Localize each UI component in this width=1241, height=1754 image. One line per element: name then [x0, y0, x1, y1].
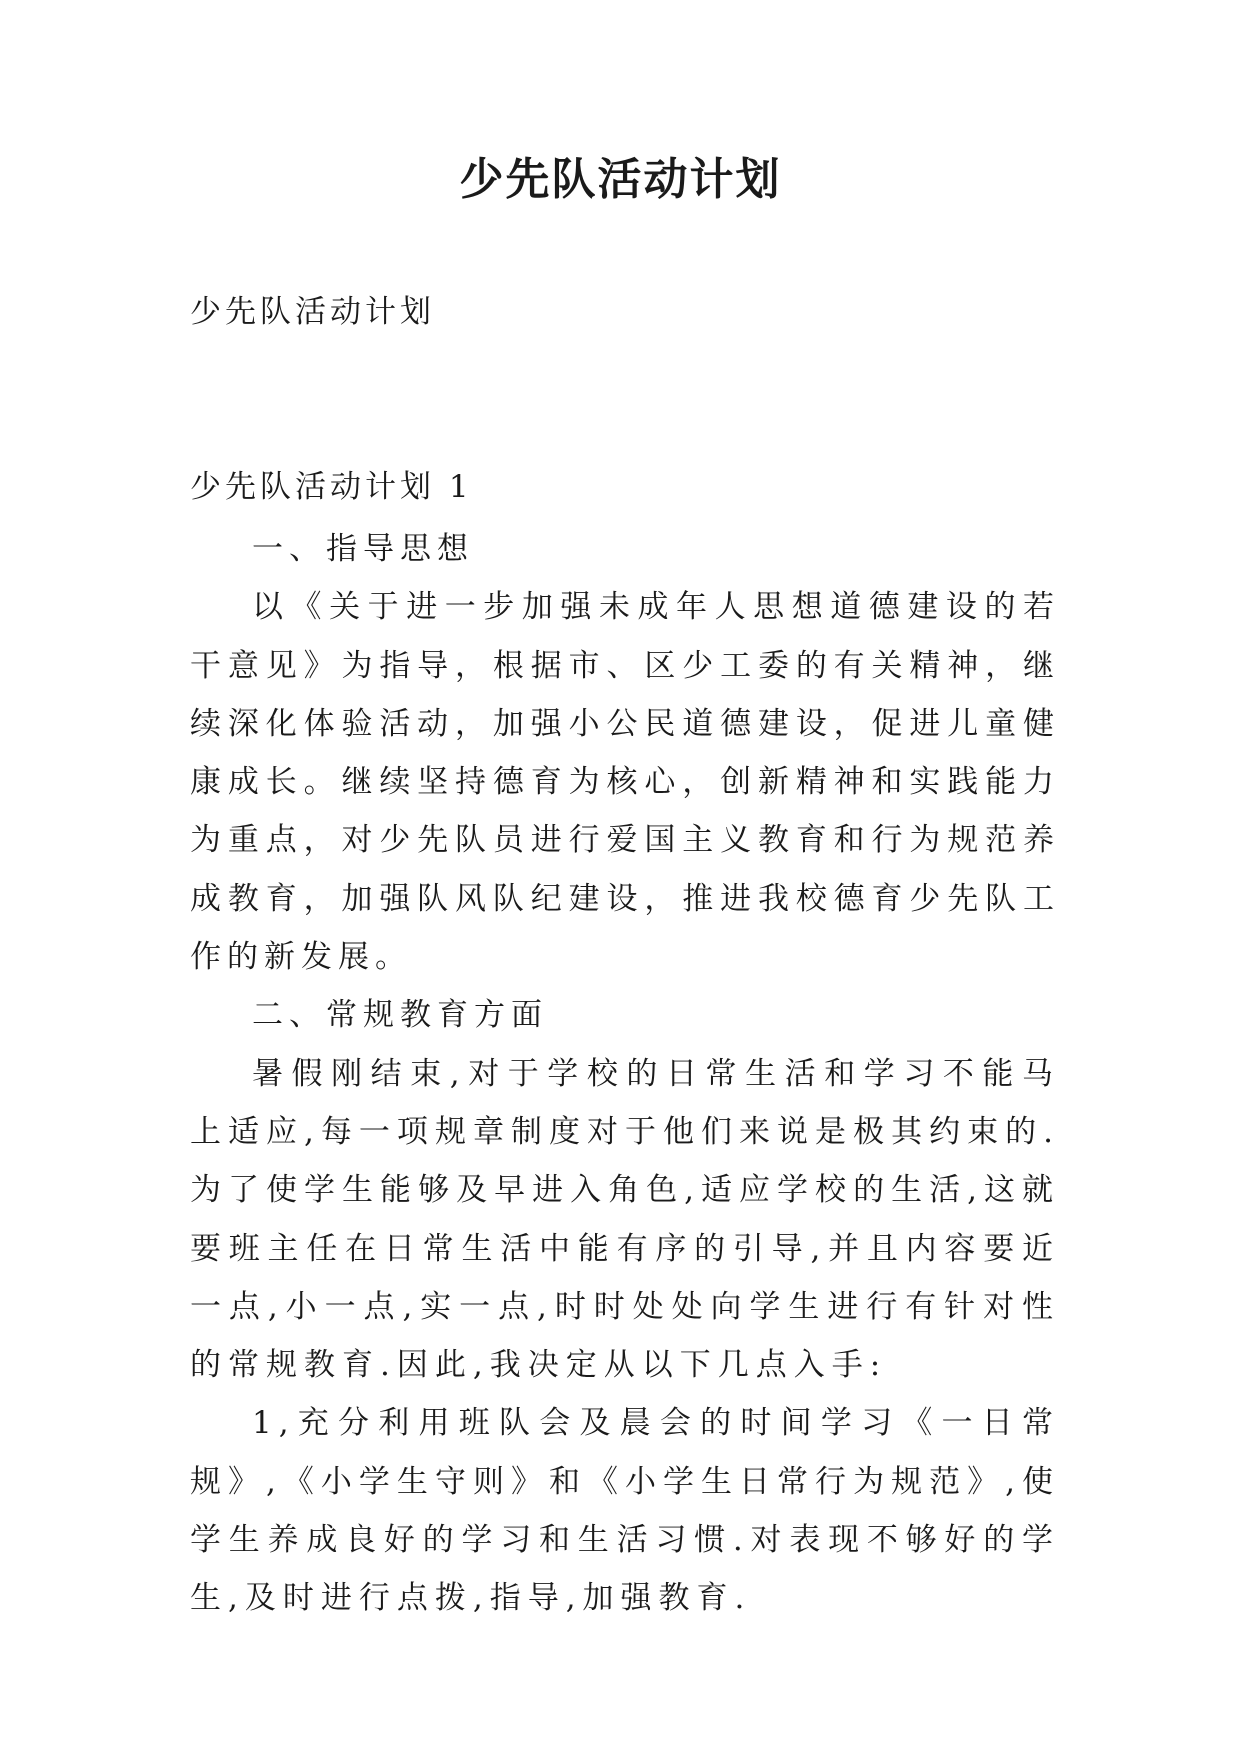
- paragraph-item-1: 1,充分利用班队会及晨会的时间学习《一日常规》,《小学生守则》和《小学生日常行为规范》,使学生养成良好的学习和生活习惯.对表现不够好的学生,及时进行点拨,指导,加强教育.: [190, 1405, 1060, 1617]
- heading-guiding-ideology: 一、指导思想: [252, 531, 474, 567]
- section-heading: 少先队活动计划 1: [190, 469, 473, 505]
- paragraph-routine-education: 暑假刚结束,对于学校的日常生活和学习不能马上适应,每一项规章制度对于他们来说是极其约束的.为了使学生能够及早进入角色,适应学校的生活,这就要班主任在日常生活中能有序的引导,并且内容要近一点,小一点,实一点,时时处处向学生进行有针对性的常规教育.因此,我决定从以下几点入手:: [190, 1055, 1060, 1384]
- document-subtitle: 少先队活动计划: [190, 294, 435, 330]
- heading-routine-education: 二、常规教育方面: [252, 997, 548, 1034]
- paragraph-guiding-ideology: 以《关于进一步加强未成年人思想道德建设的若干意见》为指导，根据市、区少工委的有关精神，继续深化体验活动，加强小公民道德建设，促进儿童健康成长。继续坚持德育为核心，创新精神和实践能力为重点，对少先队员进行爱国主义教育和行为规范养成教育，加强队风队纪建设，推进我校德育少先队工作的新发展。: [190, 589, 1060, 976]
- document-title: 少先队活动计划: [459, 154, 782, 205]
- document-body: [190, 520, 1060, 1628]
